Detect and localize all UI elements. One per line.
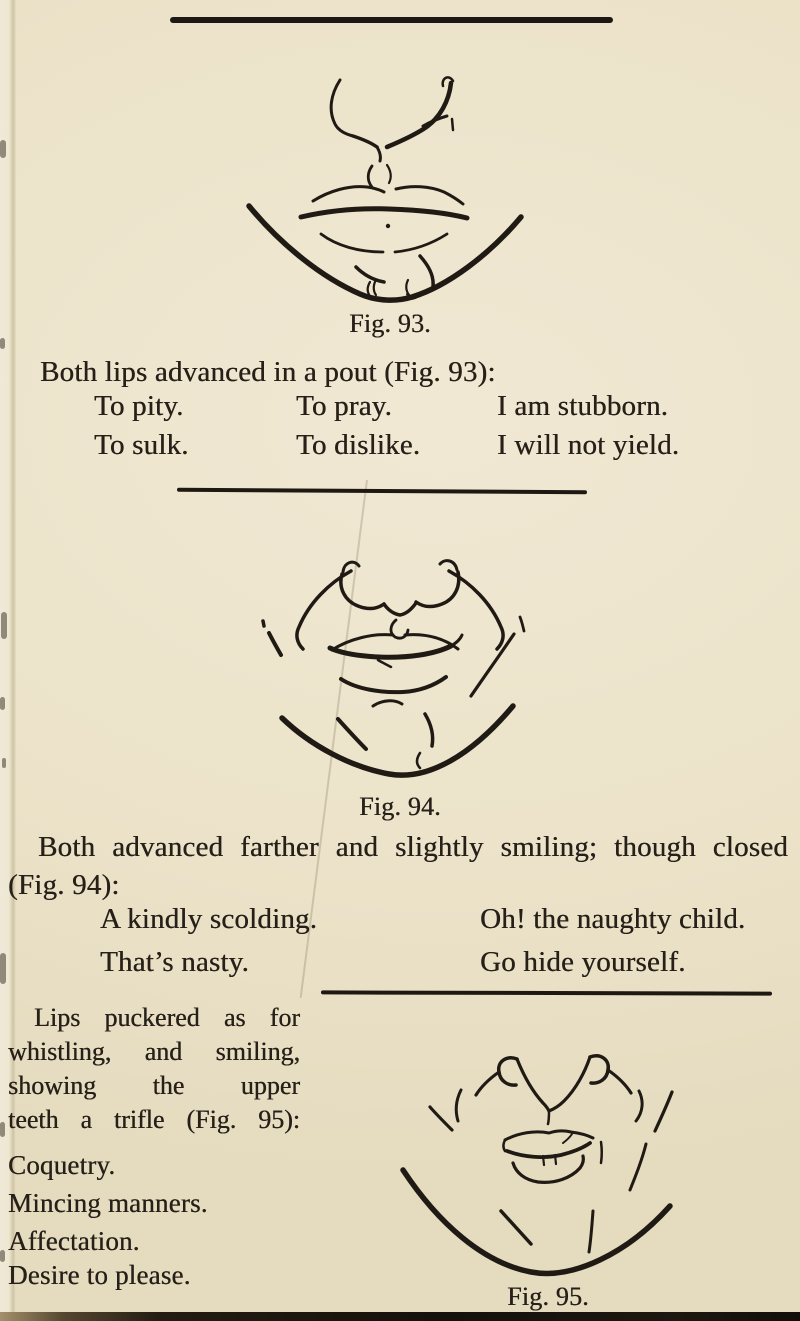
fig93-cell: I will not yield. (497, 429, 680, 461)
fig95-list-item: Mincing manners. (8, 1188, 208, 1218)
fig94-cell: That’s nasty. (100, 946, 249, 978)
fig95-jaw (403, 1170, 670, 1273)
fig93-drawing (237, 70, 537, 305)
fig95-paragraph-line: teeth a trifle (Fig. 95): (8, 1105, 300, 1134)
fig93-cell: I am stubborn. (497, 390, 669, 422)
fig94-heading-line2: (Fig. 94): (8, 869, 120, 901)
fig95-drawing (383, 1043, 693, 1283)
fig93-cell: To dislike. (296, 429, 421, 461)
fig95-lips (504, 1131, 602, 1182)
fig95-paragraph-line: Lips puckered as for (34, 1003, 300, 1032)
fig95-paragraph-line: showing the upper (8, 1071, 300, 1100)
edge-mark (0, 1250, 5, 1262)
fig93-heading: Both lips advanced in a pout (Fig. 93): (40, 356, 496, 388)
fig94-cheeks (263, 571, 524, 696)
edge-mark (0, 140, 6, 158)
fig93-lips (301, 187, 467, 252)
edge-mark (2, 758, 6, 768)
fig95-list-item: Desire to please. (8, 1260, 191, 1290)
top-rule (170, 17, 613, 23)
section-divider-2 (321, 990, 772, 995)
fig94-heading-line1: Both advanced farther and slightly smiling; though closed (38, 831, 788, 863)
fig93-cell: To sulk. (94, 429, 189, 461)
fig94-nose (341, 561, 459, 639)
fig93-caption: Fig. 93. (349, 309, 431, 338)
fig93-cell: To pray. (296, 390, 392, 422)
edge-mark (0, 953, 6, 984)
fig94-cell: Oh! the naughty child. (480, 903, 746, 935)
fig94-jaw (282, 706, 513, 775)
fig95-list-item: Coquetry. (8, 1150, 116, 1180)
fig94-caption: Fig. 94. (359, 792, 441, 821)
fig94-cell: Go hide yourself. (480, 946, 686, 978)
fig95-list-item: Affectation. (8, 1226, 140, 1256)
fig94-drawing (235, 545, 565, 790)
edge-mark (1, 612, 7, 639)
fig93-cell: To pity. (94, 390, 184, 422)
edge-mark (0, 338, 5, 349)
fig95-paragraph-line: whistling, and smiling, (8, 1037, 300, 1066)
fig93-jaw (249, 206, 521, 300)
fig94-lips (330, 635, 462, 693)
fig95-caption: Fig. 95. (507, 1282, 589, 1311)
edge-mark (0, 1122, 5, 1137)
fig93-nose (331, 77, 453, 187)
fig94-chin (338, 701, 433, 768)
section-divider-1 (177, 488, 587, 495)
fig95-cheeks (430, 1090, 672, 1190)
fig95-chin (501, 1211, 593, 1252)
fig94-cell: A kindly scolding. (100, 903, 318, 935)
edge-mark (0, 697, 5, 710)
fig95-nose (476, 1056, 631, 1124)
page-bottom-bar (0, 1312, 800, 1321)
